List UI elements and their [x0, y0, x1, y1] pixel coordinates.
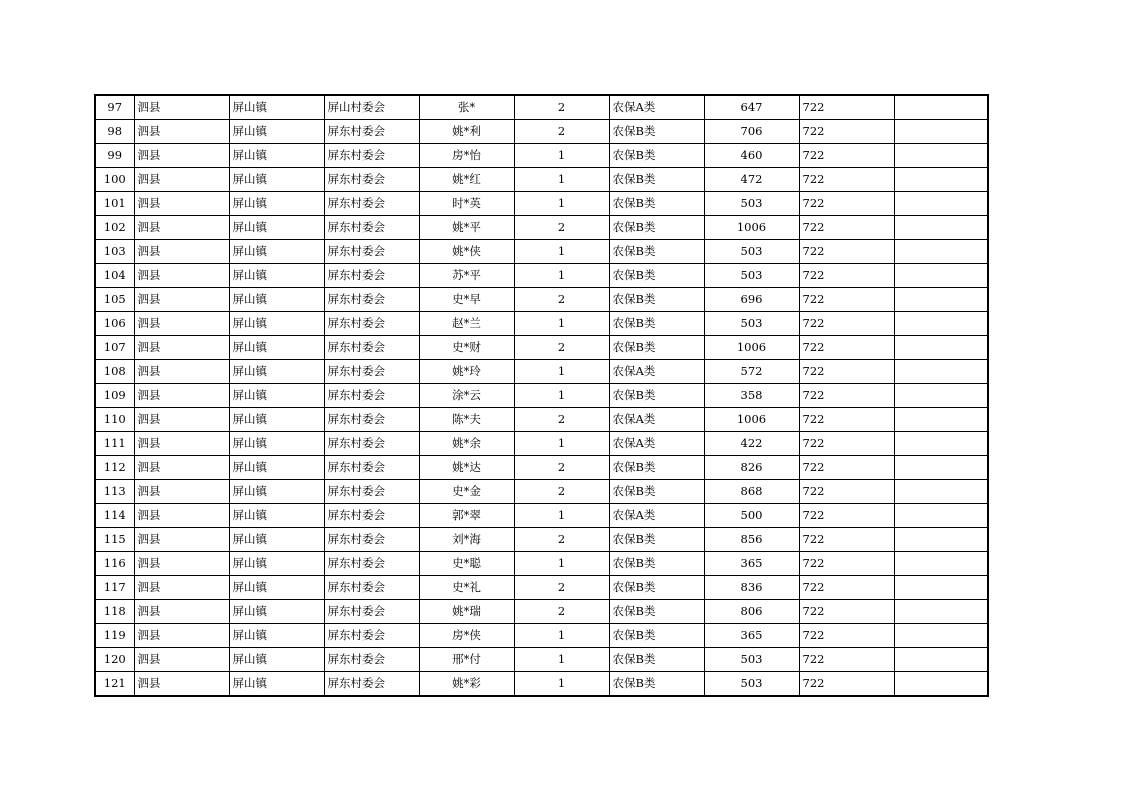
category-cell: 农保B类	[609, 120, 704, 144]
household-size-cell: 2	[514, 120, 609, 144]
category-cell: 农保B类	[609, 624, 704, 648]
town-cell: 屏山镇	[229, 552, 324, 576]
category-cell: 农保B类	[609, 528, 704, 552]
category-cell: 农保B类	[609, 264, 704, 288]
category-cell: 农保B类	[609, 240, 704, 264]
table-row	[95, 216, 988, 240]
village-cell: 屏东村委会	[324, 432, 419, 456]
standard-cell: 722	[799, 216, 894, 240]
household-size-cell: 2	[514, 216, 609, 240]
row-number-cell: 117	[95, 576, 134, 600]
row-number-cell: 121	[95, 672, 134, 697]
village-cell: 屏东村委会	[324, 312, 419, 336]
village-cell: 屏东村委会	[324, 456, 419, 480]
table-row	[95, 144, 988, 168]
name-cell: 时*英	[419, 192, 514, 216]
amount-cell: 365	[704, 552, 799, 576]
row-number-cell: 119	[95, 624, 134, 648]
household-size-cell: 2	[514, 480, 609, 504]
name-cell: 姚*平	[419, 216, 514, 240]
category-cell: 农保A类	[609, 95, 704, 120]
village-cell: 屏东村委会	[324, 120, 419, 144]
name-cell: 姚*侠	[419, 240, 514, 264]
village-cell: 屏东村委会	[324, 648, 419, 672]
county-cell: 泗县	[134, 600, 229, 624]
household-size-cell: 1	[514, 312, 609, 336]
amount-cell: 1006	[704, 216, 799, 240]
row-number-cell: 98	[95, 120, 134, 144]
standard-cell: 722	[799, 144, 894, 168]
category-cell: 农保B类	[609, 336, 704, 360]
name-cell: 涂*云	[419, 384, 514, 408]
row-number-cell: 109	[95, 384, 134, 408]
town-cell: 屏山镇	[229, 168, 324, 192]
village-cell: 屏东村委会	[324, 288, 419, 312]
table-row	[95, 312, 988, 336]
county-cell: 泗县	[134, 120, 229, 144]
household-size-cell: 2	[514, 336, 609, 360]
household-size-cell: 1	[514, 672, 609, 697]
name-cell: 刘*海	[419, 528, 514, 552]
category-cell: 农保B类	[609, 648, 704, 672]
standard-cell: 722	[799, 576, 894, 600]
name-cell: 郭*翠	[419, 504, 514, 528]
household-size-cell: 2	[514, 576, 609, 600]
remark-cell	[894, 95, 988, 120]
county-cell: 泗县	[134, 288, 229, 312]
village-cell: 屏东村委会	[324, 168, 419, 192]
household-size-cell: 1	[514, 192, 609, 216]
amount-cell: 647	[704, 95, 799, 120]
household-size-cell: 1	[514, 624, 609, 648]
household-size-cell: 2	[514, 95, 609, 120]
village-cell: 屏东村委会	[324, 600, 419, 624]
row-number-cell: 116	[95, 552, 134, 576]
county-cell: 泗县	[134, 336, 229, 360]
county-cell: 泗县	[134, 312, 229, 336]
amount-cell: 472	[704, 168, 799, 192]
village-cell: 屏东村委会	[324, 192, 419, 216]
table-row	[95, 360, 988, 384]
amount-cell: 503	[704, 240, 799, 264]
name-cell: 房*侠	[419, 624, 514, 648]
name-cell: 史*聪	[419, 552, 514, 576]
household-size-cell: 1	[514, 240, 609, 264]
remark-cell	[894, 480, 988, 504]
household-size-cell: 1	[514, 504, 609, 528]
town-cell: 屏山镇	[229, 600, 324, 624]
row-number-cell: 120	[95, 648, 134, 672]
row-number-cell: 97	[95, 95, 134, 120]
table-row	[95, 576, 988, 600]
roster-table-body	[95, 95, 988, 696]
standard-cell: 722	[799, 336, 894, 360]
remark-cell	[894, 552, 988, 576]
amount-cell: 696	[704, 288, 799, 312]
standard-cell: 722	[799, 648, 894, 672]
category-cell: 农保B类	[609, 552, 704, 576]
category-cell: 农保B类	[609, 456, 704, 480]
town-cell: 屏山镇	[229, 120, 324, 144]
county-cell: 泗县	[134, 624, 229, 648]
table-row	[95, 624, 988, 648]
town-cell: 屏山镇	[229, 192, 324, 216]
county-cell: 泗县	[134, 648, 229, 672]
category-cell: 农保B类	[609, 288, 704, 312]
remark-cell	[894, 216, 988, 240]
amount-cell: 1006	[704, 336, 799, 360]
amount-cell: 422	[704, 432, 799, 456]
household-size-cell: 1	[514, 360, 609, 384]
amount-cell: 503	[704, 648, 799, 672]
category-cell: 农保B类	[609, 576, 704, 600]
village-cell: 屏东村委会	[324, 384, 419, 408]
town-cell: 屏山镇	[229, 384, 324, 408]
category-cell: 农保B类	[609, 192, 704, 216]
remark-cell	[894, 576, 988, 600]
village-cell: 屏东村委会	[324, 480, 419, 504]
category-cell: 农保B类	[609, 144, 704, 168]
household-size-cell: 2	[514, 528, 609, 552]
remark-cell	[894, 168, 988, 192]
standard-cell: 722	[799, 480, 894, 504]
household-size-cell: 1	[514, 384, 609, 408]
category-cell: 农保B类	[609, 600, 704, 624]
row-number-cell: 99	[95, 144, 134, 168]
town-cell: 屏山镇	[229, 288, 324, 312]
name-cell: 房*怡	[419, 144, 514, 168]
row-number-cell: 113	[95, 480, 134, 504]
standard-cell: 722	[799, 192, 894, 216]
standard-cell: 722	[799, 456, 894, 480]
remark-cell	[894, 120, 988, 144]
name-cell: 姚*彩	[419, 672, 514, 697]
town-cell: 屏山镇	[229, 648, 324, 672]
standard-cell: 722	[799, 360, 894, 384]
table-row	[95, 288, 988, 312]
household-size-cell: 1	[514, 168, 609, 192]
village-cell: 屏东村委会	[324, 672, 419, 697]
row-number-cell: 115	[95, 528, 134, 552]
household-size-cell: 2	[514, 288, 609, 312]
name-cell: 史*礼	[419, 576, 514, 600]
row-number-cell: 100	[95, 168, 134, 192]
roster-table	[94, 94, 989, 697]
town-cell: 屏山镇	[229, 144, 324, 168]
remark-cell	[894, 600, 988, 624]
remark-cell	[894, 408, 988, 432]
table-row	[95, 432, 988, 456]
row-number-cell: 102	[95, 216, 134, 240]
county-cell: 泗县	[134, 456, 229, 480]
row-number-cell: 118	[95, 600, 134, 624]
table-row	[95, 672, 988, 697]
standard-cell: 722	[799, 432, 894, 456]
village-cell: 屏东村委会	[324, 360, 419, 384]
remark-cell	[894, 384, 988, 408]
name-cell: 史*早	[419, 288, 514, 312]
county-cell: 泗县	[134, 408, 229, 432]
name-cell: 史*金	[419, 480, 514, 504]
village-cell: 屏东村委会	[324, 576, 419, 600]
village-cell: 屏东村委会	[324, 552, 419, 576]
row-number-cell: 103	[95, 240, 134, 264]
amount-cell: 806	[704, 600, 799, 624]
category-cell: 农保B类	[609, 168, 704, 192]
standard-cell: 722	[799, 528, 894, 552]
name-cell: 姚*达	[419, 456, 514, 480]
category-cell: 农保A类	[609, 360, 704, 384]
standard-cell: 722	[799, 264, 894, 288]
category-cell: 农保B类	[609, 384, 704, 408]
remark-cell	[894, 624, 988, 648]
remark-cell	[894, 144, 988, 168]
county-cell: 泗县	[134, 168, 229, 192]
row-number-cell: 104	[95, 264, 134, 288]
name-cell: 邢*付	[419, 648, 514, 672]
table-row	[95, 192, 988, 216]
remark-cell	[894, 360, 988, 384]
row-number-cell: 111	[95, 432, 134, 456]
amount-cell: 503	[704, 264, 799, 288]
row-number-cell: 110	[95, 408, 134, 432]
town-cell: 屏山镇	[229, 95, 324, 120]
standard-cell: 722	[799, 624, 894, 648]
county-cell: 泗县	[134, 360, 229, 384]
household-size-cell: 1	[514, 648, 609, 672]
town-cell: 屏山镇	[229, 216, 324, 240]
table-row	[95, 528, 988, 552]
name-cell: 姚*玲	[419, 360, 514, 384]
town-cell: 屏山镇	[229, 312, 324, 336]
table-row	[95, 120, 988, 144]
amount-cell: 836	[704, 576, 799, 600]
standard-cell: 722	[799, 95, 894, 120]
village-cell: 屏东村委会	[324, 240, 419, 264]
row-number-cell: 101	[95, 192, 134, 216]
category-cell: 农保B类	[609, 216, 704, 240]
name-cell: 姚*利	[419, 120, 514, 144]
village-cell: 屏东村委会	[324, 144, 419, 168]
standard-cell: 722	[799, 168, 894, 192]
amount-cell: 503	[704, 192, 799, 216]
row-number-cell: 106	[95, 312, 134, 336]
remark-cell	[894, 456, 988, 480]
county-cell: 泗县	[134, 95, 229, 120]
county-cell: 泗县	[134, 672, 229, 697]
table-row	[95, 384, 988, 408]
household-size-cell: 2	[514, 456, 609, 480]
county-cell: 泗县	[134, 384, 229, 408]
remark-cell	[894, 288, 988, 312]
amount-cell: 358	[704, 384, 799, 408]
name-cell: 姚*余	[419, 432, 514, 456]
standard-cell: 722	[799, 312, 894, 336]
town-cell: 屏山镇	[229, 240, 324, 264]
household-size-cell: 1	[514, 432, 609, 456]
name-cell: 姚*瑞	[419, 600, 514, 624]
standard-cell: 722	[799, 552, 894, 576]
amount-cell: 706	[704, 120, 799, 144]
amount-cell: 856	[704, 528, 799, 552]
amount-cell: 826	[704, 456, 799, 480]
village-cell: 屏东村委会	[324, 408, 419, 432]
table-row	[95, 456, 988, 480]
town-cell: 屏山镇	[229, 504, 324, 528]
village-cell: 屏东村委会	[324, 624, 419, 648]
county-cell: 泗县	[134, 192, 229, 216]
county-cell: 泗县	[134, 144, 229, 168]
remark-cell	[894, 648, 988, 672]
name-cell: 苏*平	[419, 264, 514, 288]
category-cell: 农保B类	[609, 672, 704, 697]
remark-cell	[894, 264, 988, 288]
amount-cell: 460	[704, 144, 799, 168]
town-cell: 屏山镇	[229, 456, 324, 480]
amount-cell: 365	[704, 624, 799, 648]
town-cell: 屏山镇	[229, 432, 324, 456]
county-cell: 泗县	[134, 432, 229, 456]
row-number-cell: 107	[95, 336, 134, 360]
remark-cell	[894, 192, 988, 216]
category-cell: 农保B类	[609, 480, 704, 504]
county-cell: 泗县	[134, 240, 229, 264]
town-cell: 屏山镇	[229, 480, 324, 504]
name-cell: 史*财	[419, 336, 514, 360]
household-size-cell: 2	[514, 600, 609, 624]
amount-cell: 572	[704, 360, 799, 384]
name-cell: 姚*红	[419, 168, 514, 192]
name-cell: 陈*夫	[419, 408, 514, 432]
county-cell: 泗县	[134, 264, 229, 288]
table-row	[95, 95, 988, 120]
town-cell: 屏山镇	[229, 528, 324, 552]
name-cell: 赵*兰	[419, 312, 514, 336]
table-row	[95, 240, 988, 264]
town-cell: 屏山镇	[229, 576, 324, 600]
category-cell: 农保A类	[609, 504, 704, 528]
village-cell: 屏东村委会	[324, 504, 419, 528]
county-cell: 泗县	[134, 216, 229, 240]
table-row	[95, 600, 988, 624]
category-cell: 农保A类	[609, 432, 704, 456]
county-cell: 泗县	[134, 576, 229, 600]
remark-cell	[894, 528, 988, 552]
table-row	[95, 408, 988, 432]
village-cell: 屏东村委会	[324, 528, 419, 552]
standard-cell: 722	[799, 288, 894, 312]
household-size-cell: 1	[514, 552, 609, 576]
standard-cell: 722	[799, 408, 894, 432]
remark-cell	[894, 312, 988, 336]
row-number-cell: 112	[95, 456, 134, 480]
table-row	[95, 504, 988, 528]
remark-cell	[894, 432, 988, 456]
amount-cell: 868	[704, 480, 799, 504]
standard-cell: 722	[799, 504, 894, 528]
county-cell: 泗县	[134, 528, 229, 552]
table-row	[95, 264, 988, 288]
standard-cell: 722	[799, 672, 894, 697]
county-cell: 泗县	[134, 480, 229, 504]
town-cell: 屏山镇	[229, 672, 324, 697]
amount-cell: 500	[704, 504, 799, 528]
amount-cell: 503	[704, 312, 799, 336]
household-size-cell: 1	[514, 144, 609, 168]
standard-cell: 722	[799, 600, 894, 624]
village-cell: 屏山村委会	[324, 95, 419, 120]
category-cell: 农保B类	[609, 312, 704, 336]
village-cell: 屏东村委会	[324, 264, 419, 288]
remark-cell	[894, 336, 988, 360]
remark-cell	[894, 240, 988, 264]
table-row	[95, 168, 988, 192]
table-row	[95, 552, 988, 576]
household-size-cell: 1	[514, 264, 609, 288]
category-cell: 农保A类	[609, 408, 704, 432]
remark-cell	[894, 672, 988, 697]
county-cell: 泗县	[134, 552, 229, 576]
amount-cell: 1006	[704, 408, 799, 432]
name-cell: 张*	[419, 95, 514, 120]
town-cell: 屏山镇	[229, 360, 324, 384]
town-cell: 屏山镇	[229, 264, 324, 288]
table-row	[95, 648, 988, 672]
row-number-cell: 108	[95, 360, 134, 384]
row-number-cell: 114	[95, 504, 134, 528]
town-cell: 屏山镇	[229, 336, 324, 360]
amount-cell: 503	[704, 672, 799, 697]
village-cell: 屏东村委会	[324, 216, 419, 240]
remark-cell	[894, 504, 988, 528]
town-cell: 屏山镇	[229, 624, 324, 648]
row-number-cell: 105	[95, 288, 134, 312]
standard-cell: 722	[799, 240, 894, 264]
standard-cell: 722	[799, 120, 894, 144]
table-row	[95, 336, 988, 360]
household-size-cell: 2	[514, 408, 609, 432]
county-cell: 泗县	[134, 504, 229, 528]
standard-cell: 722	[799, 384, 894, 408]
village-cell: 屏东村委会	[324, 336, 419, 360]
town-cell: 屏山镇	[229, 408, 324, 432]
table-row	[95, 480, 988, 504]
